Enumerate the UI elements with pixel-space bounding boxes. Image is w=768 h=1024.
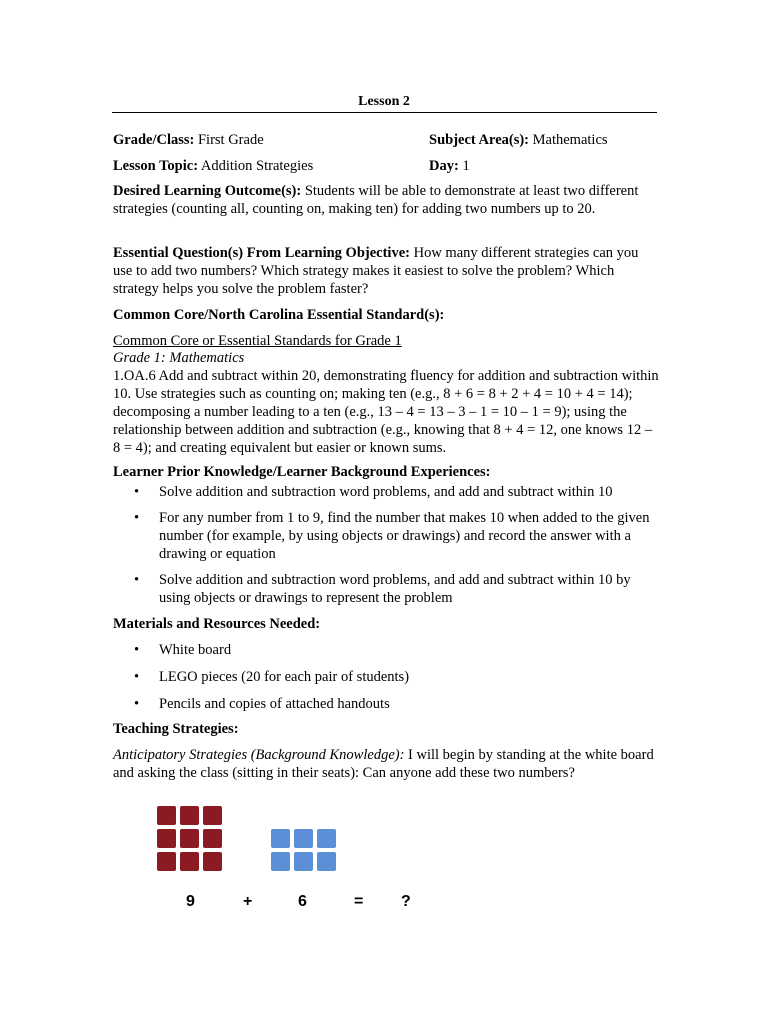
blue-block <box>294 829 313 848</box>
lesson-title: Lesson 2 <box>358 94 410 109</box>
red-block <box>203 852 222 871</box>
red-block <box>157 806 176 825</box>
equation-equals-sign: = <box>354 893 364 910</box>
red-block <box>203 829 222 848</box>
bullet-icon: • <box>134 669 140 685</box>
red-block <box>157 829 176 848</box>
bullet-icon: • <box>134 510 140 526</box>
standards-grade-label: Grade 1: Mathematics <box>113 350 245 366</box>
learning-outcome: Desired Learning Outcome(s): Students will be able to demonstrate at least two different strategies (counting all, counting on, making ten) for adding two numbers up to 20. <box>113 183 639 217</box>
topic-field: Lesson Topic: Addition Strategies <box>113 158 314 174</box>
teaching-heading: Teaching Strategies: <box>113 721 239 737</box>
list-item: • Solve addition and subtraction word problems, and add and subtract within 10 by using objects or drawings to represent the problem <box>134 572 631 606</box>
blue-block <box>294 852 313 871</box>
equation-plus-sign: + <box>243 893 253 910</box>
grade-subject-row <box>113 131 673 149</box>
bullet-icon: • <box>134 642 140 658</box>
anticipatory-strategies: Anticipatory Strategies (Background Knowledge): I will begin by standing at the white board and asking the class (sitting in their seats): Can anyone add these two numbers? <box>113 747 654 781</box>
bullet-icon: • <box>134 696 140 712</box>
standards-heading: Common Core/North Carolina Essential Standard(s): <box>113 307 445 323</box>
bullet-icon: • <box>134 572 140 588</box>
red-block <box>180 852 199 871</box>
bullet-icon: • <box>134 484 140 500</box>
grade-field: Grade/Class: First Grade <box>113 132 264 148</box>
list-item: • White board <box>134 642 232 658</box>
essential-question: Essential Question(s) From Learning Objective: How many different strategies can you use to add two numbers? Which strategy makes it easiest to solve the problem? Which strategy helps you solve the problem faster? <box>113 245 639 297</box>
list-item: • LEGO pieces (20 for each pair of students) <box>134 669 410 685</box>
standards-text: 1.OA.6 Add and subtract within 20, demonstrating fluency for addition and subtraction within 10. Use strategies such as counting on; making ten (e.g., 8 + 6 = 8 + 2 + 4 = 10 + 4 = 14); decomposing a number leading to a ten (e.g., 13 – 4 = 13 – 3 – 1 = 10 – 1 = 9); using the relationship between addition and subtraction (e.g., knowing that 8 + 4 = 12, one knows 12 – 8 = 4); and creating equivalent but easier or known sums. <box>113 368 659 456</box>
equation-first-number: 9 <box>186 893 195 910</box>
list-item: • For any number from 1 to 9, find the number that makes 10 when added to the given number (for example, by using objects or drawings) and record the answer with a drawing or equation <box>134 510 650 562</box>
equation-unknown: ? <box>401 893 411 910</box>
blue-block <box>317 829 336 848</box>
list-item: • Solve addition and subtraction word problems, and add and subtract within 10 <box>134 484 613 500</box>
topic-day-row <box>113 157 673 175</box>
prior-knowledge-heading: Learner Prior Knowledge/Learner Background Experiences: <box>113 464 491 480</box>
red-block <box>180 806 199 825</box>
red-block <box>203 806 222 825</box>
equation-second-number: 6 <box>298 893 307 910</box>
day-field: Day: 1 <box>429 158 470 174</box>
list-item: • Pencils and copies of attached handouts <box>134 696 390 712</box>
standards-subheading: Common Core or Essential Standards for Grade 1 <box>113 333 402 349</box>
red-block <box>180 829 199 848</box>
blue-block <box>317 852 336 871</box>
blue-block <box>271 852 290 871</box>
title-rule <box>112 112 657 113</box>
subject-field: Subject Area(s): Mathematics <box>429 132 608 148</box>
red-block <box>157 852 176 871</box>
blue-block <box>271 829 290 848</box>
materials-heading: Materials and Resources Needed: <box>113 616 321 632</box>
